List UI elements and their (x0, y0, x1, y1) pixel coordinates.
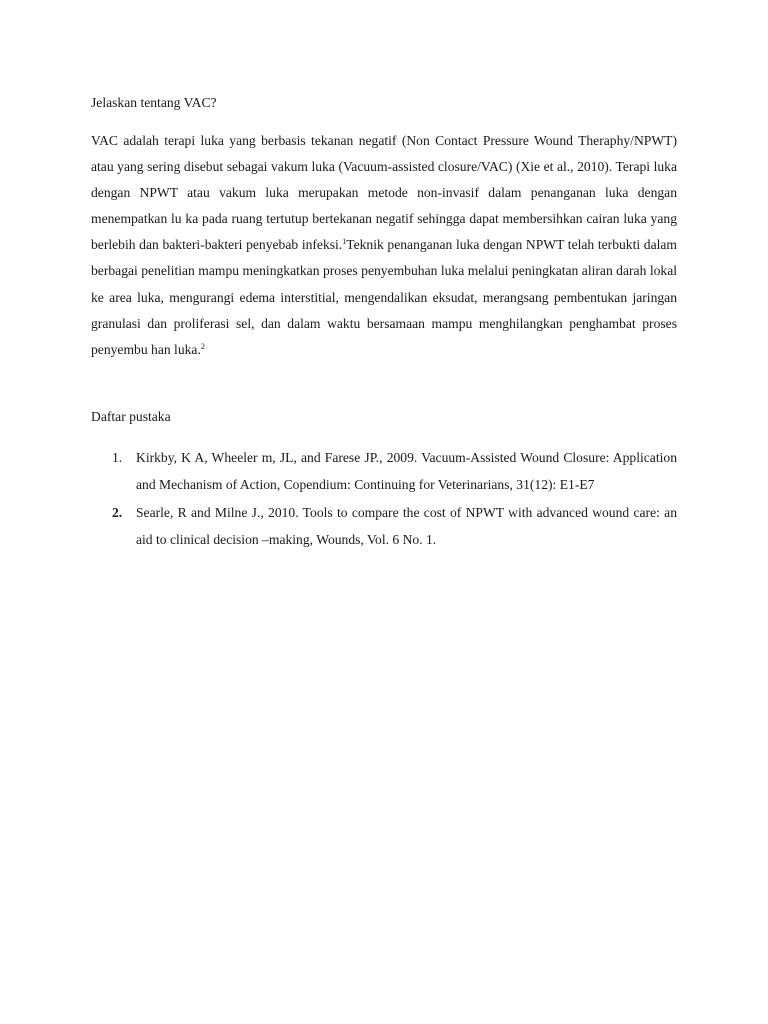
body-paragraph (91, 128, 677, 363)
citation-superscript-1: 1 (342, 237, 347, 247)
reference-text: Searle, R and Milne J., 2010. Tools to compare the cost of NPWT with advanced wound care: an aid to clinical decision –making, Wounds, Vol. 6 No. 1. (136, 505, 677, 547)
references-heading: Daftar pustaka (91, 409, 171, 424)
reference-text: Kirkby, K A, Wheeler m, JL, and Farese JP., 2009. Vacuum-Assisted Wound Closure: Application and Mechanism of Action, Copendium: Continuing for Veterinarians, 31(12): E1-E7 (136, 450, 677, 492)
reference-item (91, 444, 677, 498)
reference-list (91, 444, 677, 554)
paragraph-text-part-1: VAC adalah terapi luka yang berbasis tekanan negatif (Non Contact Pressure Wound Theraphy/NPWT) atau yang sering disebut sebagai vakum luka (Vacuum-assisted closure/VAC) (Xie et al., 2010). Terapi luka dengan NPWT atau vakum luka merupakan metode non-invasif dalam penanganan luka dengan menempatkan lu ka pada ruang tertutup bertekanan negatif sehingga dapat membersihkan cairan luka yang berlebih dan bakteri-bakteri penyebab infeksi. (91, 133, 677, 253)
reference-item (91, 499, 677, 553)
reference-number: 1. (112, 450, 123, 465)
reference-number: 2. (112, 505, 123, 520)
question-heading: Jelaskan tentang VAC? (91, 95, 217, 110)
citation-superscript-2: 2 (200, 341, 205, 351)
paragraph-text-part-2: Teknik penanganan luka dengan NPWT telah terbukti dalam berbagai penelitian mampu meningkatkan proses penyembuhan luka melalui peningkatan aliran darah lokal ke area luka, mengurangi edema interstitial, mengendalikan eksudat, merangsang pembentukan jaringan granulasi dan proliferasi sel, dan dalam waktu bersamaan mampu menghilangkan penghambat proses penyembu han luka. (91, 237, 677, 357)
